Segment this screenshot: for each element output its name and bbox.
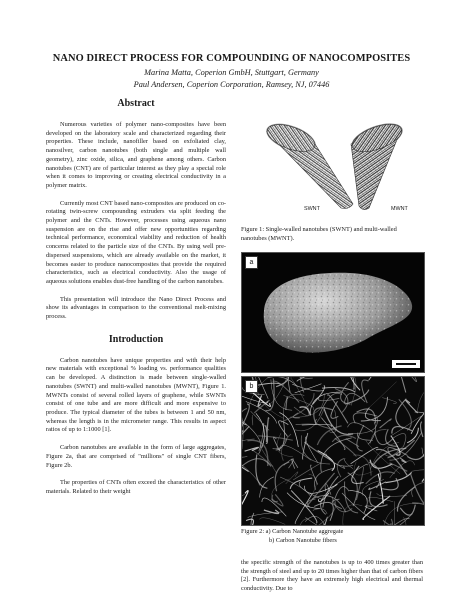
figure-2-caption [241, 528, 423, 545]
figure-1-caption-text: Figure 1: Single-walled nanotubes (SWNT) and multi-walled nanotubes (MWNT). [241, 226, 397, 242]
right-column [241, 118, 423, 546]
author-line-2: Paul Andersen, Coperion Corporation, Ramsey, NJ, 07446 [133, 80, 330, 89]
mwnt-tube [348, 118, 407, 210]
abstract-paragraph-1: Numerous varieties of polymer nano-composites have been developed on the laboratory scale and characterized regarding their properties. These include, nanofiller based on exfoliated clay, nanosilver, carbon nanotubes (both single and multiple wall geometry), zinc oxide, silica, and graphene among others. Carbon nanotubes (CNT) are of particular interest as they play a special role when it comes to improving or creating electrical conductivity in a polymer matrix. [46, 121, 226, 189]
panel-b-tag: b [245, 380, 258, 393]
figure-1-caption [241, 226, 423, 243]
left-column [46, 98, 226, 497]
aggregate-image [242, 253, 424, 372]
scale-bar [392, 360, 420, 368]
figure-2-caption-line-2: b) Carbon Nanotube fibers [269, 537, 337, 545]
mwnt-label: MWNT [391, 206, 408, 212]
nanotube-figure [241, 118, 423, 226]
introduction-heading: Introduction [108, 333, 164, 345]
paper-title: NANO DIRECT PROCESS FOR COMPOUNDING OF NANOCOMPOSITES [52, 53, 411, 64]
scale-bar-line [392, 360, 420, 368]
swnt-tube [262, 118, 353, 209]
panel-a-tag: a [245, 256, 258, 269]
abstract-paragraph-3: This presentation will introduce the Nano Direct Process and show its advantages in comparison to the conventional melt-mixing process. [46, 295, 226, 321]
abstract-paragraph-2: Currently most CNT based nano-composites are produced on co-rotating twin-screw compounding extruders via split feeding the polymer and the CNTs. However, processes using aqueous nano suspension are on the rise and offer new opportunities regarding technical performance, economical viability and reduction of health concerns related to the particle size of the CNTs. By using well pre-dispersed suspensions, which are already available on the market, it becomes easier to produce nanocomposites that provide the required characteristics, such as electrical conductivity. Also the usage of aqueous solutions enables dust-free handling of the carbon nanotubes. [46, 199, 226, 285]
introduction-paragraph-1: Carbon nanotubes have unique properties and with their help new materials with exceptional % loading vs. performance qualities can be developed. A distinction is made between single-walled nanotubes (SWNT) and multi-walled nanotubes (MWNT), Figure 1. MWNTs consist of several rolled layers of graphene, while SWNTs consist of one tube and are more difficult and more expensive to produce. The typical diameter of the tubes is between 1 and 50 nm, whereas the length is in the micrometer range. This results in aspect ratios of up to 1:1000 [1]. [46, 356, 226, 434]
fibers-image [242, 377, 424, 525]
cnt-aggregate-photo [241, 252, 425, 373]
figure-2-caption-line-1: Figure 2: a) Carbon Nanotube aggregate [241, 528, 344, 536]
right-column-bottom-text [241, 559, 423, 594]
abstract-heading: Abstract [117, 98, 155, 109]
swnt-label: SWNT [304, 206, 320, 212]
right-bottom-paragraph: the specific strength of the nanotubes is up to 400 times greater than the strength of steel and up to 20 times higher than that of carbon fibers [2]. Furthermore they have an extremely high electrical and thermal conductivity. Due to [241, 559, 423, 593]
introduction-paragraph-2: Carbon nanotubes are available in the form of large aggregates, Figure 2a, that are comprised of "millions" of single CNT fibers, Figure 2b. [46, 444, 226, 469]
cnt-fibers-photo [241, 376, 425, 526]
introduction-paragraph-3: The properties of CNTs often exceed the characteristics of other materials. Related to their weight [46, 479, 226, 495]
author-line-1: Marina Matta, Coperion GmbH, Stuttgart, Germany [144, 68, 319, 77]
